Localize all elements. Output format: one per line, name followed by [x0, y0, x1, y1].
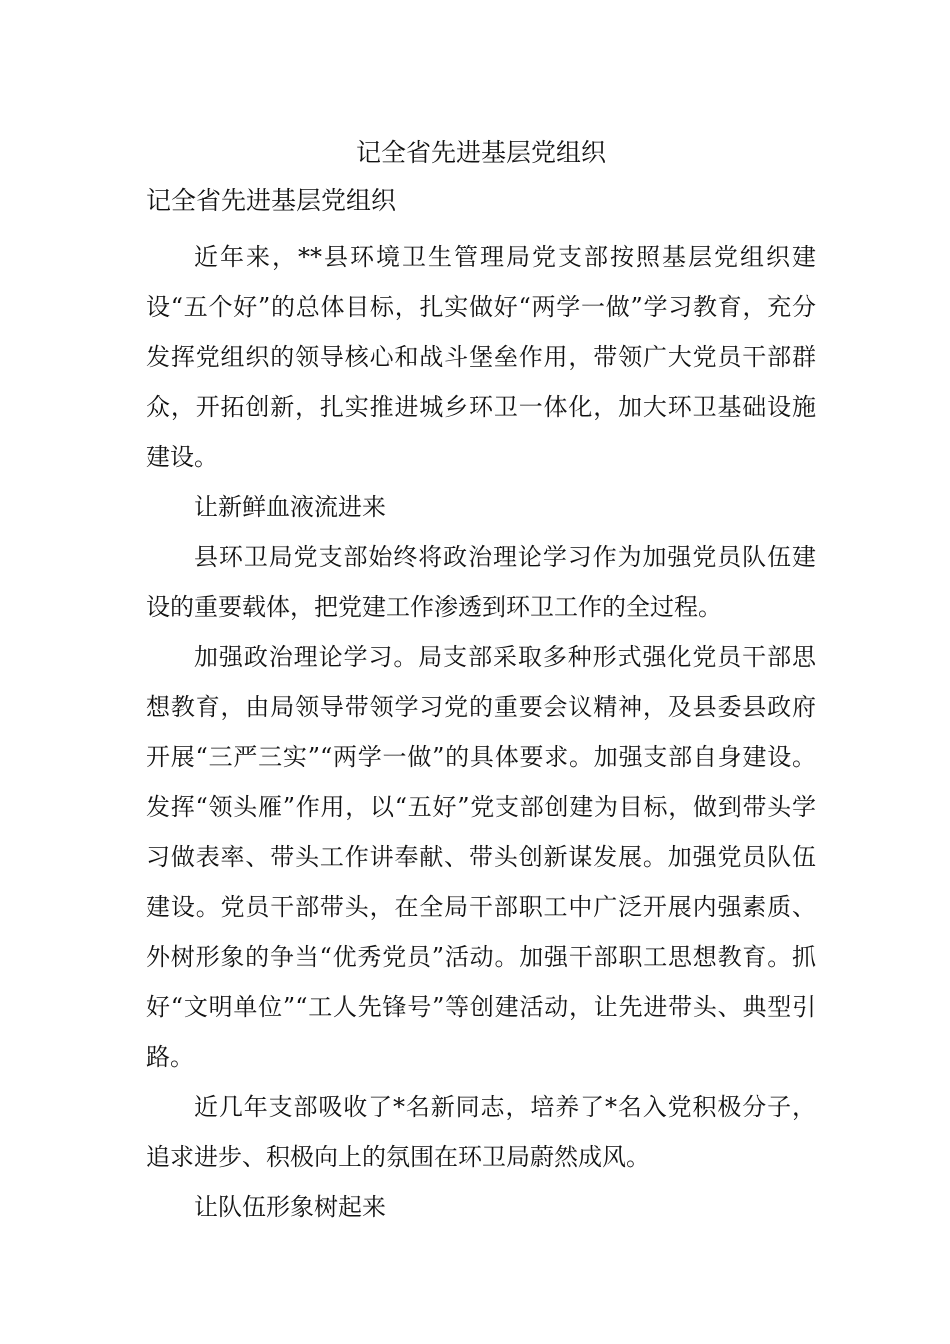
paragraph-study-carrier: 县环卫局党支部始终将政治理论学习作为加强党员队伍建设的重要载体，把党建工作渗透到环卫工作的全过程。	[146, 543, 816, 621]
section-heading-new-blood: 让新鲜血液流进来	[194, 493, 386, 521]
document-title: 记全省先进基层党组织	[355, 138, 606, 167]
paragraph-theory-study: 加强政治理论学习。局支部采取多种形式强化党员干部思想教育，由局领导带领学习党的重要会议精神，及县委县政府开展“三严三实”“两学一做”的具体要求。加强支部自身建设。发挥“领头雁”作用，以“五好”党支部创建为目标，做到带头学习做表率、带头工作讲奉献、带头创新谋发展。加强党员队伍建设。党员干部带头，在全局干部职工中广泛开展内强素质、外树形象的争当“优秀党员”活动。加强干部职工思想教育。抓好“文明单位”“工人先锋号”等创建活动，让先进带头、典型引路。	[146, 643, 816, 1071]
document-body	[146, 232, 816, 1232]
document-subtitle: 记全省先进基层党组织	[146, 186, 397, 215]
paragraph-intro: 近年来，**县环境卫生管理局党支部按照基层党组织建设“五个好”的总体目标，扎实做好“两学一做”学习教育，充分发挥党组织的领导核心和战斗堡垒作用，带领广大党员干部群众，开拓创新，扎实推进城乡环卫一体化，加大环卫基础设施建设。	[146, 243, 816, 471]
section-heading-team-image: 让队伍形象树起来	[194, 1193, 386, 1221]
paragraph-new-members: 近几年支部吸收了*名新同志，培养了*名入党积极分子，追求进步、积极向上的氛围在环卫局蔚然成风。	[146, 1093, 816, 1171]
